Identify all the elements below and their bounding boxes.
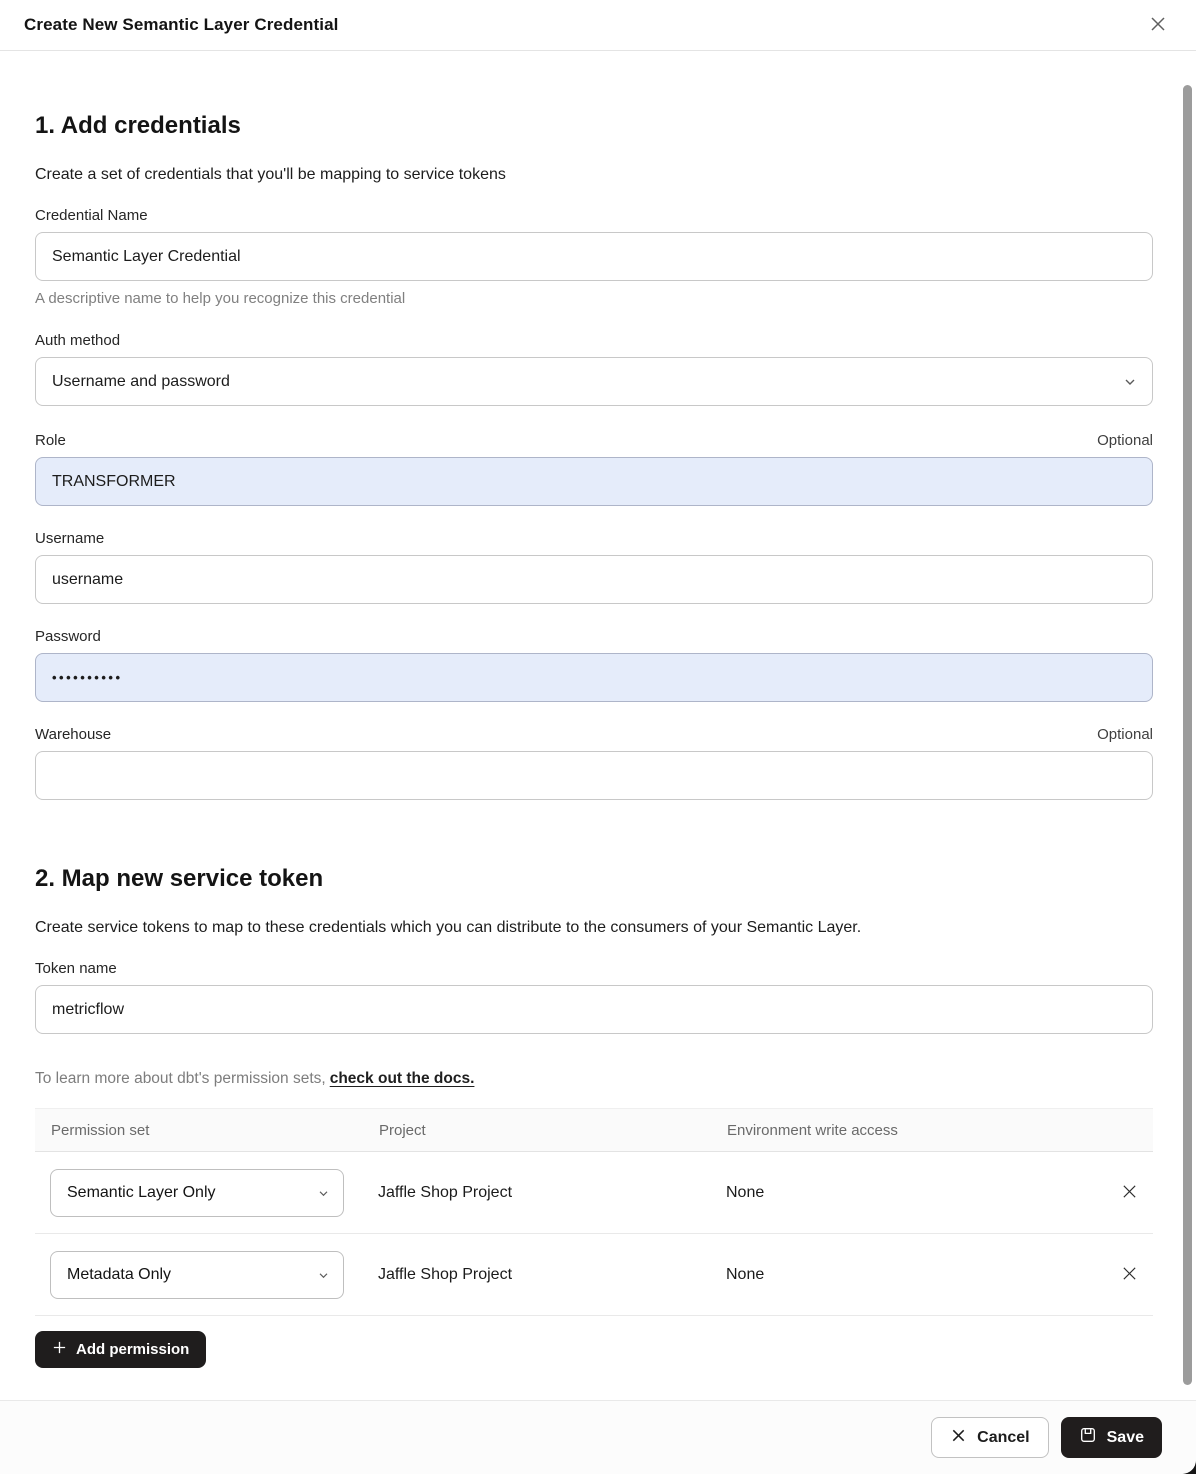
- docs-text: To learn more about dbt's permission sets,: [35, 1070, 326, 1087]
- remove-icon: [1121, 1183, 1138, 1203]
- permissions-table: [35, 1108, 1153, 1316]
- chevron-down-icon: [318, 1184, 329, 1202]
- remove-icon: [1121, 1265, 1138, 1285]
- plus-icon: [52, 1340, 67, 1359]
- permission-set-value: Semantic Layer Only: [67, 1183, 216, 1201]
- section-1-heading: 1. Add credentials: [35, 112, 241, 139]
- permissions-table-header: [35, 1108, 1153, 1152]
- username-label: Username: [35, 530, 105, 547]
- permission-set-select[interactable]: [50, 1251, 344, 1299]
- username-input[interactable]: [35, 555, 1153, 604]
- token-name-label: Token name: [35, 960, 117, 977]
- column-header-env-write-access: Environment write access: [727, 1121, 898, 1139]
- table-row: [35, 1234, 1153, 1316]
- remove-row-button[interactable]: [1113, 1177, 1145, 1209]
- chevron-down-icon: [1124, 373, 1136, 391]
- role-input[interactable]: [35, 457, 1153, 506]
- modal-body: [0, 51, 1196, 1400]
- auth-method-select[interactable]: [35, 357, 1153, 406]
- role-label: Role: [35, 432, 66, 449]
- project-cell: Jaffle Shop Project: [378, 1183, 513, 1201]
- close-icon: [950, 1427, 967, 1449]
- credential-name-input[interactable]: [35, 232, 1153, 281]
- cancel-button[interactable]: [931, 1417, 1048, 1458]
- permission-set-select[interactable]: [50, 1169, 344, 1217]
- modal-header: [0, 0, 1196, 51]
- password-label: Password: [35, 628, 101, 645]
- column-header-project: Project: [379, 1121, 426, 1139]
- warehouse-optional-tag: Optional: [1097, 726, 1153, 743]
- modal-title: Create New Semantic Layer Credential: [24, 15, 339, 34]
- section-1-description: Create a set of credentials that you'll be mapping to service tokens: [35, 166, 506, 183]
- add-permission-button[interactable]: [35, 1331, 206, 1368]
- credential-name-helper: A descriptive name to help you recognize this credential: [35, 290, 406, 307]
- env-write-access-cell: None: [726, 1265, 765, 1283]
- auth-method-value: Username and password: [52, 372, 230, 390]
- cancel-button-label: Cancel: [977, 1428, 1030, 1446]
- modal-footer: [0, 1400, 1196, 1474]
- warehouse-label: Warehouse: [35, 726, 112, 743]
- scrollbar-thumb[interactable]: [1183, 85, 1192, 1385]
- project-cell: Jaffle Shop Project: [378, 1265, 513, 1283]
- column-header-permission-set: Permission set: [51, 1121, 150, 1139]
- password-input[interactable]: [35, 653, 1153, 702]
- env-write-access-cell: None: [726, 1183, 765, 1201]
- close-button[interactable]: [1144, 11, 1172, 39]
- save-button[interactable]: [1061, 1417, 1162, 1458]
- permission-set-value: Metadata Only: [67, 1265, 172, 1283]
- save-icon: [1079, 1426, 1097, 1449]
- role-optional-tag: Optional: [1097, 432, 1153, 449]
- auth-method-label: Auth method: [35, 332, 121, 349]
- remove-row-button[interactable]: [1113, 1259, 1145, 1291]
- docs-link[interactable]: check out the docs.: [329, 1070, 475, 1087]
- section-2-description: Create service tokens to map to these credentials which you can distribute to the consumers of your Semantic Layer.: [35, 919, 862, 936]
- close-icon: [1148, 14, 1168, 37]
- chevron-down-icon: [318, 1266, 329, 1284]
- table-row: [35, 1152, 1153, 1234]
- add-permission-label: Add permission: [76, 1341, 190, 1358]
- credential-name-label: Credential Name: [35, 207, 148, 224]
- section-2-heading: 2. Map new service token: [35, 865, 324, 892]
- save-button-label: Save: [1106, 1428, 1144, 1446]
- token-name-input[interactable]: [35, 985, 1153, 1034]
- warehouse-input[interactable]: [35, 751, 1153, 800]
